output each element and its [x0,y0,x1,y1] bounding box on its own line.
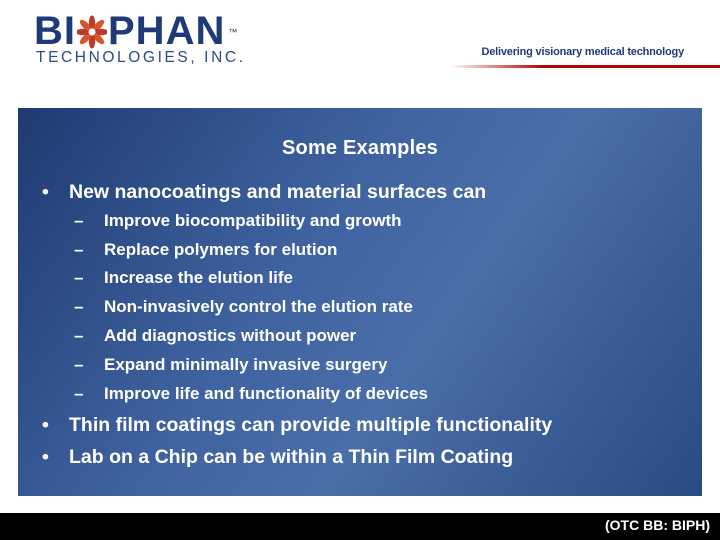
sub-bullet-text: Add diagnostics without power [104,326,357,345]
sub-bullet-text: Improve life and functionality of devices [104,384,429,403]
sub-bullet-marker: – [74,240,84,259]
bullet-text: Lab on a Chip can be within a Thin Film Coating [69,446,514,468]
logo-subtitle: TECHNOLOGIES, INC. [36,49,246,66]
bullet-text: Thin film coatings can provide multiple functionality [69,414,553,436]
sub-bullet-marker: – [74,268,84,287]
bullet-text: New nanocoatings and material surfaces can [69,181,487,203]
header [0,0,720,80]
sub-bullet-text: Expand minimally invasive surgery [104,355,388,374]
logo-wordmark [34,10,246,52]
logo-text-right: PHAN [108,9,226,53]
logo-flower-icon [77,14,107,50]
sub-bullet-marker: – [74,384,84,403]
logo-trademark: ™ [228,27,239,37]
header-divider [450,65,720,68]
sub-bullet-marker: – [74,326,84,345]
sub-bullet-text: Increase the elution life [104,268,293,287]
sub-bullet-text: Replace polymers for elution [104,240,338,259]
sub-bullet-marker: – [74,355,84,374]
sub-bullet-marker: – [74,211,84,230]
sub-bullet-marker: – [74,297,84,316]
bullet-marker: • [42,446,49,468]
tagline: Delivering visionary medical technology [481,46,684,58]
bullet-marker: • [42,181,49,203]
sub-bullet-text: Improve biocompatibility and growth [104,211,402,230]
sub-bullet-text: Non-invasively control the elution rate [104,297,413,316]
footer-bar [0,513,720,540]
slide-title: Some Examples [281,137,438,159]
biophan-logo [34,10,246,67]
logo-text-left: BI [34,9,76,53]
stock-ticker: (OTC BB: BIPH) [605,517,710,533]
bullet-marker: • [42,414,49,436]
